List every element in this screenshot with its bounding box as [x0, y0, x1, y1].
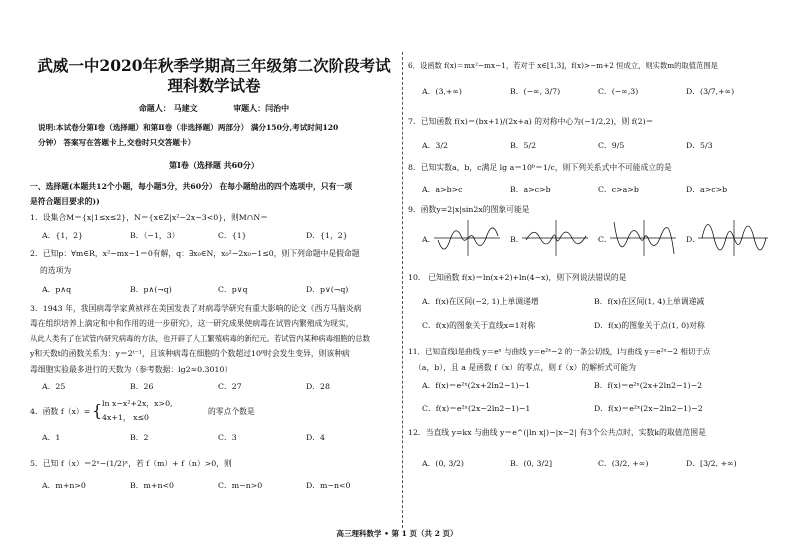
question-4-case1: ln x−x²+2x，x>0,: [102, 399, 173, 408]
graph-label-d: D．: [686, 235, 701, 244]
option-a: A．(3,+∞): [422, 87, 462, 96]
option-d: D．p∨(¬q): [306, 285, 349, 294]
option-c: C．p∨q: [218, 285, 248, 294]
option-c: C．{1}: [218, 231, 247, 240]
question-10: 10． 已知函数 f(x)＝ln(x+2)+ln(4−x)，则下列说法错误的是: [408, 273, 627, 282]
question-3-line4: y和天数t的函数关系为：y＝2ᵗ⁻¹，且该种病毒在细胞的个数超过10⁸时会发生变异，则该种病: [30, 349, 350, 358]
option-d: D．[3/2, +∞): [686, 459, 737, 468]
question-12-options: [422, 458, 774, 469]
authors: [30, 103, 398, 114]
question-2-line2: 的选项为: [40, 266, 72, 275]
question-11-option-a: A．f(x)＝e²ˣ(2x+2ln2−1)−1: [422, 381, 531, 390]
question-2-line1: 2．已知p：∀m∈R，x²−mx−1＝0有解，q：∃x₀∈N，x₀²−2x₀−1≤0，则下列命题中是假命题: [30, 249, 360, 258]
option-a: A．a>b>c: [422, 185, 463, 194]
question-8: 8．已知实数a，b，c满足 lg a＝10ᵇ＝1/c，则下列关系式中不可能成立的是: [408, 163, 672, 172]
section-instructions-line2: 是符合题目要求的)): [30, 197, 100, 206]
graph-option-d: [686, 218, 778, 258]
option-d: D．a>c>b: [686, 185, 728, 194]
option-b: B．(0, 3/2]: [510, 459, 553, 468]
section-instructions-line1: 一、选择题(本题共12个小题，每小题5分，共60分） 在每小题给出的四个选项中，只有一项: [30, 182, 353, 191]
exam-note-line2: 分钟） 答案写在答题卡上,交卷时只交答题卡）: [38, 138, 196, 147]
question-10-option-d: D．f(x)的图象关于点(1, 0)对称: [594, 321, 705, 330]
option-a: A．25: [42, 382, 66, 391]
question-4-case2: 4x+1， x≤0: [102, 413, 150, 422]
question-12: 12．当直线 y=kx 与曲线 y＝e^(|ln x|)−|x−2| 有3个公共点时，实数k的取值范围是: [408, 428, 706, 437]
option-d: D．(3/7,+∞): [686, 87, 735, 96]
option-b: B．（−1，3）: [130, 231, 180, 240]
question-4-tail: 的零点个数是: [208, 407, 255, 416]
question-1-options: [42, 230, 394, 241]
option-a: A．m+n>0: [42, 481, 86, 490]
question-3-line5: 毒细胞实验最多进行的天数为（参考数据：lg2≈0.3010）: [30, 365, 233, 374]
graph-label-c: C．: [598, 235, 612, 244]
question-3-line2: 毒在组织培养上滴定和中和作用的进一步研究》，这一研究成果使病毒在试管内繁殖成为现实，: [30, 319, 354, 328]
question-11-line1: 11．已知直线l是曲线 y＝eˣ 与曲线 y＝e²ˣ−2 的一条公切线，l与曲线 y＝e²ˣ−2 相切于点: [408, 347, 711, 356]
question-1: 1．设集合M＝{x|1≤x≤2}，N＝{x∈Z|x²−2x−3<0}，则M∩N＝: [30, 213, 268, 222]
question-11-option-d: D．f(x)＝e²ˣ(2x−2ln2−1)−2: [594, 404, 703, 413]
option-c: C．c>a>b: [598, 185, 639, 194]
question-8-options: [422, 184, 774, 195]
question-4-options: [42, 432, 394, 443]
question-5: 5．已知 f（x）＝2ˣ−(1/2)ˣ，若 f（m）+ f（n）>0，则: [30, 459, 232, 468]
option-a: A．1: [42, 433, 61, 442]
question-10-option-a: A．f(x)在区间(−2, 1)上单调递增: [422, 297, 539, 306]
option-d: D．5/3: [686, 141, 713, 150]
option-b: B．m+n<0: [130, 481, 174, 490]
question-7-options: [422, 140, 774, 151]
option-d: D．{1，2}: [306, 231, 348, 240]
question-2-options: [42, 284, 394, 295]
question-9: 9．函数y=2|x|sin2x的图象可能是: [408, 205, 530, 214]
option-c: C．27: [218, 382, 242, 391]
part-one-heading: 第Ⅰ卷（选择题 共60分）: [169, 160, 259, 170]
graph-c: [610, 218, 678, 258]
option-a: A．p∧q: [42, 285, 72, 294]
option-b: B．a>c>b: [510, 185, 551, 194]
question-3-options: [42, 381, 394, 392]
question-11-line2: （a，b），且 a 是函数 f（x）的零点，则 f（x）的解析式可能为: [414, 363, 636, 372]
graph-option-a: [422, 218, 510, 258]
option-c: C．(3/2, +∞): [598, 459, 649, 468]
option-b: B．2: [130, 433, 149, 442]
option-c: C．m−n>0: [218, 481, 263, 490]
graph-a: [434, 218, 502, 258]
option-b: B．(−∞, 3/7): [510, 87, 561, 96]
question-4-lead: 4．函数 f（x）=: [30, 407, 91, 416]
graph-d: [698, 218, 770, 258]
piecewise-brace: {: [92, 401, 103, 420]
option-a: A．(0, 3/2): [422, 459, 464, 468]
option-a: A．3/2: [422, 141, 448, 150]
option-c: C．(−∞,3): [598, 87, 639, 96]
option-d: D．28: [306, 382, 330, 391]
option-c: C．3: [218, 433, 237, 442]
question-11-option-c: C．f(x)＝e²ˣ(2x−2ln2−1)−1: [422, 404, 531, 413]
graph-label-b: B．: [510, 235, 524, 244]
page-footer: 高三理科数学 • 第 1 页（共 2 页）: [336, 529, 458, 538]
option-b: B．p∧(¬q): [130, 285, 172, 294]
option-d: D．m−n<0: [306, 481, 351, 490]
option-b: B．26: [130, 382, 154, 391]
exam-note-line1: 说明:本试卷分第Ⅰ卷（选择题）和第Ⅱ卷（非选择题）两部分） 满分150分,考试时间120: [38, 123, 339, 132]
question-10-option-b: B．f(x)在区间(1, 4)上单调递减: [594, 297, 705, 306]
exam-title-line2: 理科数学试卷: [167, 76, 261, 95]
question-11-option-b: B．f(x)＝e²ˣ(2x+2ln2−1)−2: [594, 381, 703, 390]
option-c: C．9/5: [598, 141, 625, 150]
graph-option-c: [598, 218, 686, 258]
graph-option-b: [510, 218, 598, 258]
option-d: D．4: [306, 433, 326, 442]
reviewer: 审题人：闫治中: [233, 103, 290, 113]
option-a: A．{1，2}: [42, 231, 84, 240]
question-5-options: [42, 480, 394, 491]
option-b: B．5/2: [510, 141, 537, 150]
question-6-options: [422, 86, 774, 97]
question-9-graphs: [422, 218, 778, 258]
question-3-line1: 3．1943 年，我国病毒学家黄祯祥在美国发表了对病毒学研究有重大影响的论文《西方马脑炎病: [30, 304, 362, 313]
column-divider: [402, 52, 403, 528]
proposer: 命题人： 马建文: [138, 103, 198, 113]
graph-b: [522, 218, 590, 258]
question-7: 7．已知函数 f(x)＝(bx+1)/(2x+a) 的对称中心为(−1/2,2)，则 f(2)＝: [408, 117, 654, 126]
question-3-line3: 从此人类有了在试管内研究病毒的方法，也开辟了人工繁殖病毒的新纪元。若试管内某种病毒细胞的总数: [30, 334, 370, 343]
exam-title-line1: 武威一中2020年秋季学期高三年级第二次阶段考试: [37, 56, 391, 75]
question-10-option-c: C．f(x)的图象关于直线x=1对称: [422, 321, 536, 330]
question-6: 6．设函数 f(x)＝mx²−mx−1，若对于 x∈[1,3]，f(x)>−m+2 恒成立，则实数m的取值范围是: [408, 61, 718, 70]
graph-label-a: A．: [422, 235, 436, 244]
